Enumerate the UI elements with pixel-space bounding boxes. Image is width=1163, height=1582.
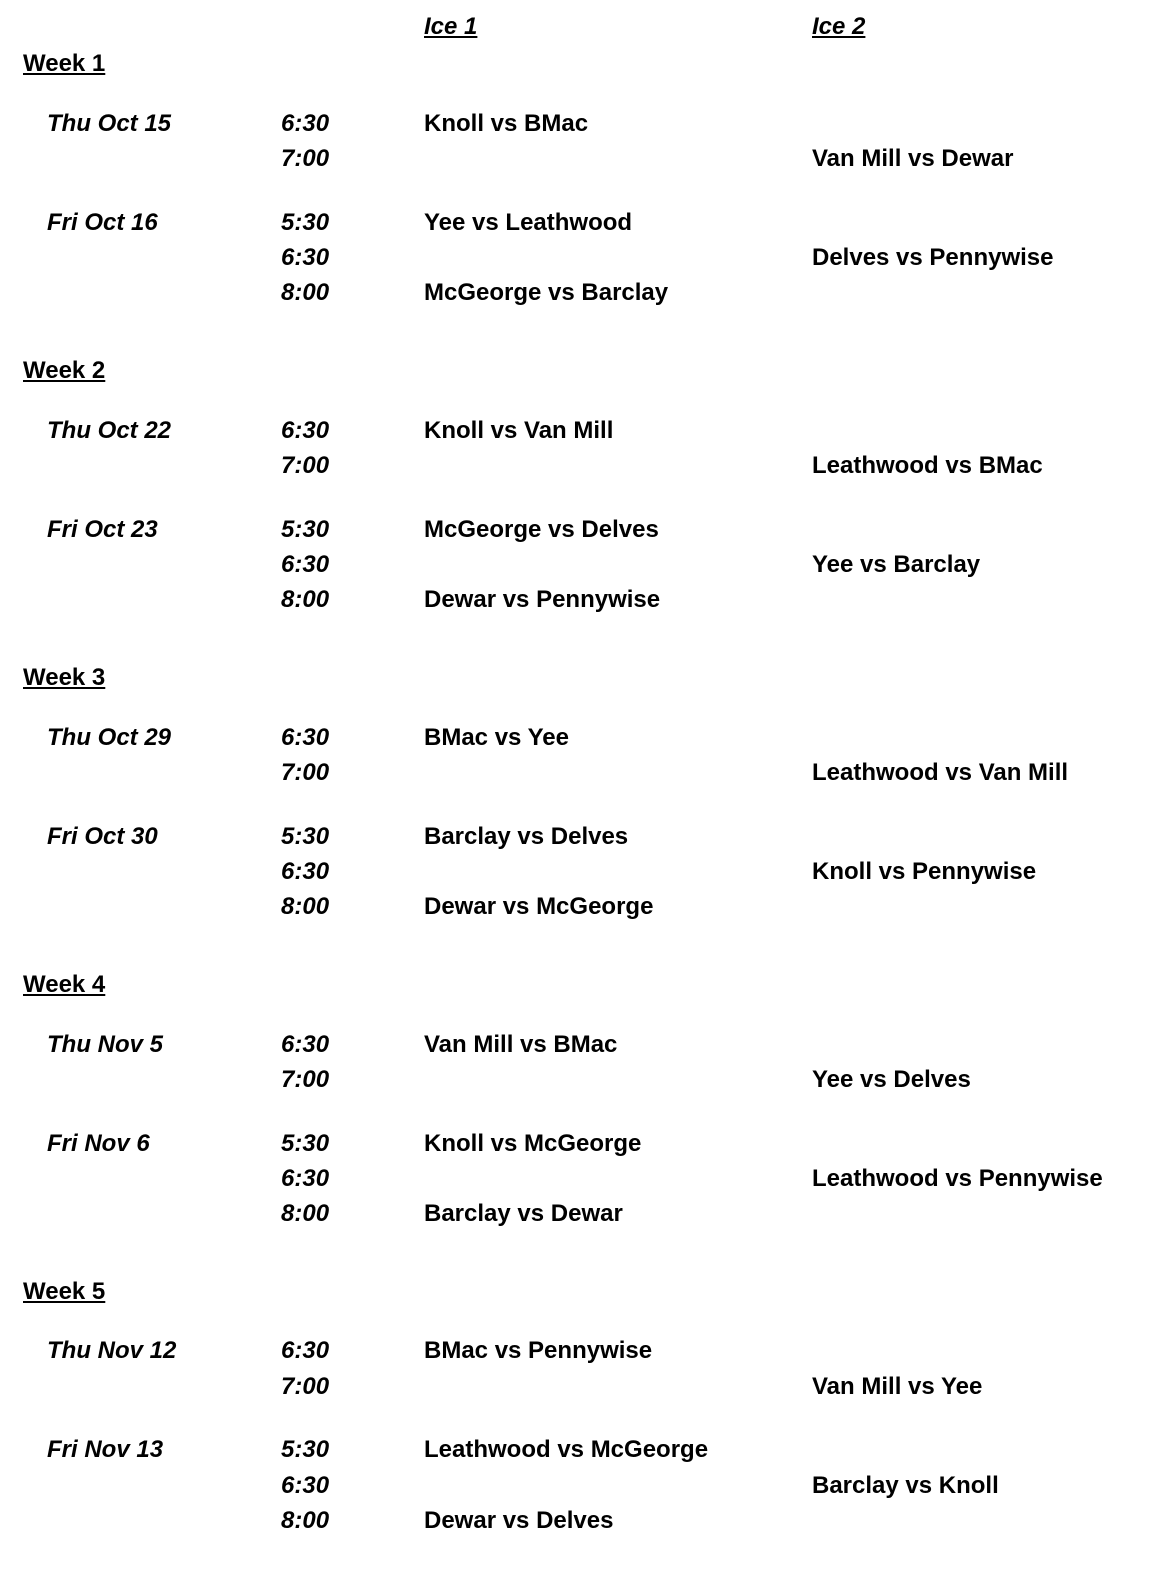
week-title: Week 1 [23, 50, 106, 77]
day-label: Thu Oct 29 [47, 724, 172, 751]
time-slot: 6:30 [281, 244, 330, 271]
week-title: Week 2 [23, 357, 106, 384]
day-label: Thu Nov 12 [47, 1337, 177, 1364]
ice-1-game: Leathwood vs McGeorge [424, 1436, 709, 1463]
day-label: Fri Nov 13 [47, 1436, 164, 1463]
week-title: Week 5 [23, 1278, 106, 1305]
ice-1-header: Ice 1 [424, 13, 478, 40]
ice-1-game: Barclay vs Dewar [424, 1200, 623, 1227]
time-slot: 6:30 [281, 1337, 330, 1364]
time-slot: 6:30 [281, 1031, 330, 1058]
ice-1-game: Knoll vs McGeorge [424, 1130, 642, 1157]
time-slot: 7:00 [281, 145, 330, 172]
time-slot: 5:30 [281, 209, 330, 236]
time-slot: 7:00 [281, 759, 330, 786]
time-slot: 5:30 [281, 1130, 330, 1157]
time-slot: 6:30 [281, 724, 330, 751]
time-slot: 6:30 [281, 110, 330, 137]
ice-2-game: Knoll vs Pennywise [812, 858, 1037, 885]
ice-2-game: Barclay vs Knoll [812, 1472, 999, 1499]
time-slot: 8:00 [281, 1200, 330, 1227]
ice-1-game: BMac vs Pennywise [424, 1337, 653, 1364]
time-slot: 8:00 [281, 893, 330, 920]
time-slot: 5:30 [281, 516, 330, 543]
day-label: Thu Oct 22 [47, 417, 172, 444]
ice-1-game: Dewar vs Delves [424, 1507, 614, 1534]
ice-2-game: Leathwood vs Van Mill [812, 759, 1069, 786]
day-label: Thu Oct 15 [47, 110, 172, 137]
time-slot: 8:00 [281, 1507, 330, 1534]
time-slot: 5:30 [281, 1436, 330, 1463]
ice-1-game: Knoll vs BMac [424, 110, 589, 137]
ice-1-game: Knoll vs Van Mill [424, 417, 614, 444]
time-slot: 7:00 [281, 1066, 330, 1093]
ice-2-game: Leathwood vs BMac [812, 452, 1043, 479]
week-title: Week 4 [23, 971, 106, 998]
ice-1-game: McGeorge vs Barclay [424, 279, 669, 306]
time-slot: 5:30 [281, 823, 330, 850]
ice-1-game: McGeorge vs Delves [424, 516, 659, 543]
ice-2-game: Van Mill vs Dewar [812, 145, 1014, 172]
ice-1-game: Dewar vs McGeorge [424, 893, 654, 920]
ice-1-game: Van Mill vs BMac [424, 1031, 618, 1058]
ice-2-game: Yee vs Barclay [812, 551, 981, 578]
time-slot: 7:00 [281, 1373, 330, 1400]
time-slot: 6:30 [281, 1472, 330, 1499]
time-slot: 8:00 [281, 279, 330, 306]
day-label: Fri Nov 6 [47, 1130, 150, 1157]
day-label: Fri Oct 16 [47, 209, 158, 236]
time-slot: 7:00 [281, 452, 330, 479]
ice-2-game: Van Mill vs Yee [812, 1373, 983, 1400]
day-label: Fri Oct 30 [47, 823, 158, 850]
ice-1-game: Barclay vs Delves [424, 823, 629, 850]
ice-2-game: Delves vs Pennywise [812, 244, 1054, 271]
time-slot: 6:30 [281, 858, 330, 885]
ice-2-game: Leathwood vs Pennywise [812, 1165, 1103, 1192]
ice-1-game: BMac vs Yee [424, 724, 569, 751]
time-slot: 6:30 [281, 1165, 330, 1192]
day-label: Fri Oct 23 [47, 516, 158, 543]
time-slot: 6:30 [281, 551, 330, 578]
time-slot: 6:30 [281, 417, 330, 444]
ice-2-header: Ice 2 [812, 13, 866, 40]
ice-1-game: Yee vs Leathwood [424, 209, 633, 236]
ice-2-game: Yee vs Delves [812, 1066, 971, 1093]
day-label: Thu Nov 5 [47, 1031, 164, 1058]
ice-1-game: Dewar vs Pennywise [424, 586, 661, 613]
week-title: Week 3 [23, 664, 106, 691]
time-slot: 8:00 [281, 586, 330, 613]
